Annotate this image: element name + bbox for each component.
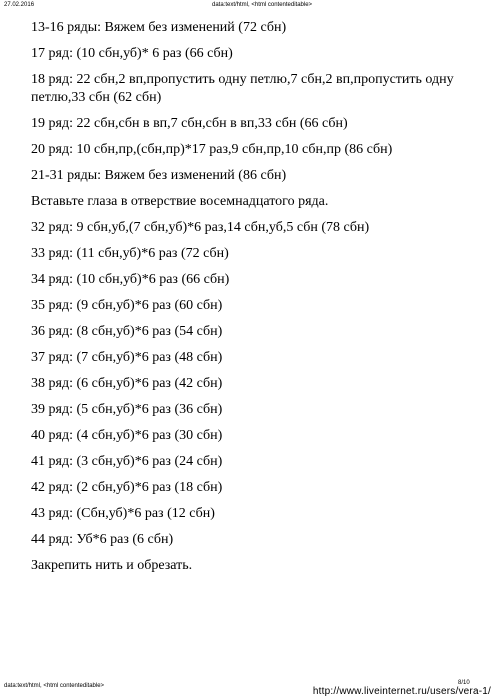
print-footer-title: data:text/html, <html contenteditable> xyxy=(4,683,105,689)
print-date: 27.02.2016 xyxy=(4,2,35,8)
pattern-line: 40 ряд: (4 сбн,уб)*6 раз (30 сбн) xyxy=(31,428,223,443)
instruction-line: Вставьте глаза в отверствие восемнадцатого ряда. xyxy=(31,194,329,209)
pattern-line: 34 ряд: (10 сбн,уб)*6 раз (66 сбн) xyxy=(31,272,230,287)
pattern-line: 36 ряд: (8 сбн,уб)*6 раз (54 сбн) xyxy=(31,324,223,339)
pattern-line: 44 ряд: Уб*6 раз (6 сбн) xyxy=(31,532,174,547)
pattern-line: 35 ряд: (9 сбн,уб)*6 раз (60 сбн) xyxy=(31,298,223,313)
pattern-line: 32 ряд: 9 сбн,уб,(7 сбн,уб)*6 раз,14 сбн,уб,5 сбн (78 сбн) xyxy=(31,220,370,235)
page-number: 8/10 xyxy=(458,680,470,686)
print-header-title: data:text/html, <html contenteditable> xyxy=(212,2,313,8)
instruction-line: Закрепить нить и обрезать. xyxy=(31,558,193,573)
pattern-line: 17 ряд: (10 сбн,уб)* 6 раз (66 сбн) xyxy=(31,46,233,61)
pattern-line: 21-31 ряды: Вяжем без изменений (86 сбн) xyxy=(31,168,287,183)
pattern-line: 33 ряд: (11 сбн,уб)*6 раз (72 сбн) xyxy=(31,246,229,261)
pattern-line: 41 ряд: (3 сбн,уб)*6 раз (24 сбн) xyxy=(31,454,223,469)
pattern-line: 20 ряд: 10 сбн,пр,(сбн,пр)*17 раз,9 сбн,пр,10 сбн,пр (86 сбн) xyxy=(31,142,393,157)
pattern-line: 43 ряд: (Сбн,уб)*6 раз (12 сбн) xyxy=(31,506,215,521)
pattern-line: 38 ряд: (6 сбн,уб)*6 раз (42 сбн) xyxy=(31,376,223,391)
pattern-line: 37 ряд: (7 сбн,уб)*6 раз (48 сбн) xyxy=(31,350,223,365)
pattern-line: 13-16 ряды: Вяжем без изменений (72 сбн) xyxy=(31,20,287,35)
pattern-line: 19 ряд: 22 сбн,сбн в вп,7 сбн,сбн в вп,33 сбн (66 сбн) xyxy=(31,116,348,131)
pattern-line: 42 ряд: (2 сбн,уб)*6 раз (18 сбн) xyxy=(31,480,223,495)
pattern-line: 39 ряд: (5 сбн,уб)*6 раз (36 сбн) xyxy=(31,402,223,417)
source-url-watermark: http://www.liveinternet.ru/users/vera-1/ xyxy=(312,686,491,697)
document-body xyxy=(31,19,481,583)
pattern-line: 18 ряд: 22 сбн,2 вп,пропустить одну петлю,7 сбн,2 вп,пропустить одну петлю,33 сбн (62 сбн) xyxy=(31,72,454,105)
